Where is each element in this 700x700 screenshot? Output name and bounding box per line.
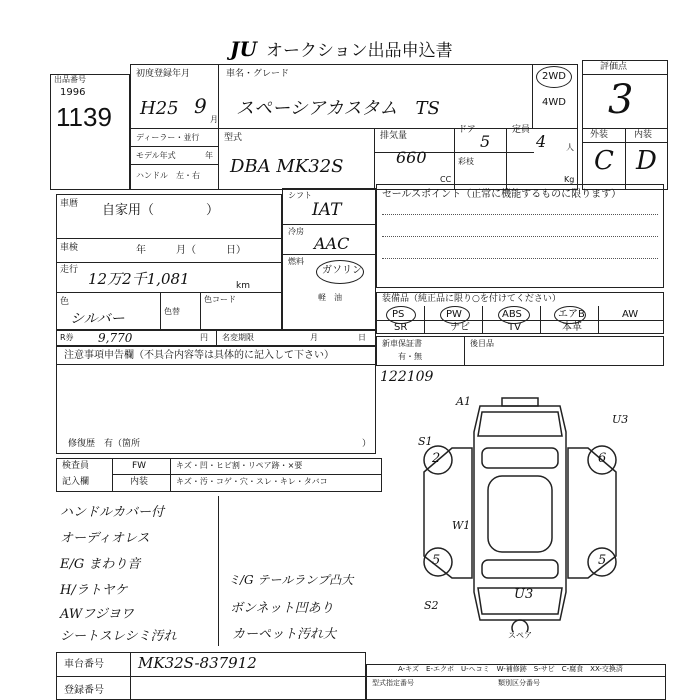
equipment-label: 装備品（純正品に限り○を付けてください） <box>382 294 561 304</box>
mark-5: 5 <box>432 553 441 568</box>
inspector-interior: 内装 <box>130 477 149 487</box>
comment-right-3: カーペット汚れ大 <box>232 627 337 642</box>
comment-left-1: ハンドルカバー付 <box>60 505 165 520</box>
mark-s1: S1 <box>418 435 433 448</box>
equip-abs: ABS <box>502 309 522 320</box>
equip-airbag: エアB <box>558 309 585 320</box>
inspector-fw: FW <box>132 461 147 471</box>
holder-month: 月 <box>310 333 318 342</box>
lot-number: 1139 <box>56 102 112 132</box>
odo-note: 122109 <box>380 369 434 385</box>
comment-left-2: オーディオレス <box>60 531 150 546</box>
grade-label: 評価点 <box>600 62 628 72</box>
comments-right <box>222 560 392 650</box>
cc-unit: CC <box>440 175 452 184</box>
mark-s2: S2 <box>424 599 439 612</box>
shift-value: IAT <box>312 200 342 220</box>
doors-value: 5 <box>480 132 491 151</box>
front-grille <box>502 398 538 406</box>
mark-u3: U3 <box>612 413 629 426</box>
comment-left-3: E/G まわり音 <box>60 557 141 572</box>
comment-right-2: ボンネット凹あり <box>230 601 334 616</box>
comment-left-6: シートスレシミ汚れ <box>60 629 177 644</box>
warranty-label: 新車保証書 <box>382 339 422 348</box>
color-code-label: 色コード <box>204 295 236 304</box>
sales-point-label: セールスポイント（正常に機能するものに限ります） <box>382 189 622 200</box>
ac-value: AAC <box>314 234 350 253</box>
km-unit: km <box>236 281 250 291</box>
mark-w1: W1 <box>452 519 471 532</box>
warranty-options: 有・無 <box>398 352 422 361</box>
entry-label: 記入欄 <box>62 477 90 487</box>
holder-day: 日 <box>358 333 366 342</box>
oil-label: 軽 油 <box>318 293 342 302</box>
ac-label: 冷房 <box>288 227 304 236</box>
car-type: DBA MK32S <box>230 156 344 177</box>
color-change-label: 色替 <box>164 307 180 316</box>
history-value: 自家用（ ） <box>102 203 220 218</box>
pw-circle <box>440 306 470 324</box>
registration-label: 初度登録年月 <box>136 69 191 79</box>
spare-label: スペア <box>508 631 532 640</box>
drive-2wd: 2WD <box>542 71 566 82</box>
equip-tv: TV <box>508 322 521 333</box>
holder-label: 名変期限 <box>222 333 254 342</box>
mark-a1: A1 <box>456 395 471 408</box>
equip-pw: PW <box>446 309 462 320</box>
history-label: 車暦 <box>60 199 79 209</box>
exterior-grade: C <box>594 146 614 176</box>
color-label: 色 <box>60 297 70 307</box>
ju-logo: JU <box>230 37 257 61</box>
registration-era-year: H25 <box>140 98 179 119</box>
mileage-label: 走行 <box>60 265 79 275</box>
comment-left-4: H/ラトヤケ <box>60 583 128 598</box>
model-year-unit: 年 <box>205 151 213 160</box>
chassis-value: MK32S-837912 <box>138 654 257 672</box>
equip-navi: ナビ <box>450 322 470 333</box>
comment-left-5: AWフジヨワ <box>60 607 134 622</box>
recycle-value: 9,770 <box>98 331 133 345</box>
car-name-label: 車名・グレード <box>226 69 290 79</box>
seats-unit: 人 <box>566 143 574 152</box>
interior-grade: D <box>636 146 657 176</box>
rear-window <box>482 560 558 578</box>
doors-label: ドア <box>458 125 476 135</box>
interior-label: 内装 <box>634 130 653 140</box>
equip-sr: SR <box>394 322 408 333</box>
dealer-label: ディーラー・並行 <box>136 133 200 142</box>
lot-category-label: 出品番号 <box>54 75 86 84</box>
ps-circle <box>386 306 416 324</box>
right-side <box>568 448 616 578</box>
fuel-label: 燃料 <box>288 257 304 266</box>
color-spec-label: 彩枝 <box>458 157 474 166</box>
chassis-label: 車台番号 <box>64 659 104 670</box>
equip-leather: 本革 <box>562 322 582 333</box>
displacement-label: 排気量 <box>380 131 408 141</box>
grade-score: 3 <box>608 77 634 123</box>
inspector-label: 検査員 <box>62 461 90 471</box>
roof <box>488 476 552 552</box>
lot-year-code: 1996 <box>60 87 86 98</box>
header <box>230 36 453 61</box>
recycle-yen: 円 <box>200 333 208 342</box>
seats-value: 4 <box>536 132 547 151</box>
color-value: シルバー <box>70 311 125 327</box>
legend-codes: A-キズ E-エクボ U-ヘコミ W-補修跡 S-サビ C-腐食 XX-交換済 <box>398 665 623 673</box>
mark-2: 2 <box>432 451 441 466</box>
form-title: オークション出品申込書 <box>266 41 453 61</box>
inspection-value: 年 月（ 日） <box>136 245 246 256</box>
shift-label: シフト <box>288 191 312 200</box>
registration-month-unit: 月 <box>210 115 218 124</box>
ext-codes: キズ・凹・ヒビ割・リペア跡・×要 <box>176 461 303 470</box>
legend-footer1: 型式指定番号 <box>372 679 414 687</box>
seats-label: 定員 <box>512 125 531 135</box>
comments-left <box>56 496 219 646</box>
repair-label: 修復歴 有（箇所 <box>68 439 141 449</box>
model-year-label: モデル年式 <box>136 151 176 160</box>
car-type-label: 型式 <box>224 133 243 143</box>
mileage-value: 12万2千1,081 <box>88 270 190 288</box>
registration-month: 9 <box>194 94 207 118</box>
notes-label: 注意事項申告欄（不具合内容等は具体的に記入して下さい） <box>64 350 334 361</box>
car-name: スペーシアカスタム TS <box>236 98 440 119</box>
equip-aw: AW <box>622 309 639 320</box>
fuel-value: ガソリン <box>322 265 362 276</box>
windshield <box>482 448 558 468</box>
airbag-circle <box>554 306 586 324</box>
legend-footer2: 類別区分番号 <box>498 679 540 687</box>
repair-close: ） <box>362 439 372 449</box>
mark-5b: 5 <box>598 553 607 568</box>
int-codes: キズ・汚・コゲ・穴・スレ・キレ・タバコ <box>176 477 328 486</box>
drive-4wd: 4WD <box>542 97 566 108</box>
hood <box>478 412 562 436</box>
kg-unit: Kg <box>564 175 575 184</box>
recycle-label: R券 <box>60 333 74 342</box>
equip-ps: PS <box>392 309 405 320</box>
mark-6: 6 <box>598 451 607 466</box>
notes-block <box>56 346 376 454</box>
abs-circle <box>498 306 530 324</box>
exterior-label: 外装 <box>590 130 609 140</box>
warranty-extra-label: 後目品 <box>470 339 494 348</box>
displacement-value: 660 <box>396 148 427 167</box>
handle-label: ハンドル 左・右 <box>136 171 200 180</box>
mark-u3b: U3 <box>514 587 534 602</box>
comment-right-1: ミ/G テールランプ凸大 <box>228 573 354 587</box>
registration-number-label: 登録番号 <box>64 685 104 696</box>
inspection-label: 車検 <box>60 243 79 253</box>
